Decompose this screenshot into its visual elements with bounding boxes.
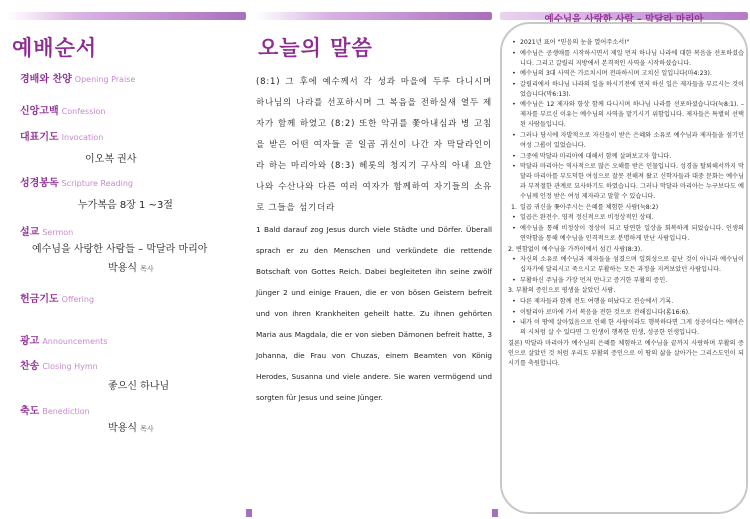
- sermon-outline-title: 예수님을 사랑한 사람 – 막달라 마리아: [544, 14, 704, 25]
- section-label: 설교: [20, 227, 40, 238]
- sermon-outline-panel: [500, 22, 748, 514]
- outline-marker: •: [512, 163, 516, 171]
- outline-marker: •: [512, 276, 516, 284]
- section-label: 헌금기도: [20, 294, 59, 305]
- outline-text: 자신의 소유로 예수님과 제자들을 섬겼으며 일회성으로 끝난 것이 아니라 예수님이 십자가에 달리시고 죽으시고 부활하는 모든 과정을 지켜보았던 사람입니다.: [520, 256, 744, 274]
- sermon-title: 예수님을 사랑한 사람들 – 막달라 마리아: [32, 244, 208, 255]
- outline-marker: •: [512, 131, 516, 139]
- header-bar-left: [8, 12, 246, 20]
- section-opening-praise: [20, 70, 135, 85]
- outline-text: 3. 부활의 증인으로 평생을 살았던 사람.: [508, 287, 616, 295]
- outline-text: 예수님은 공생애를 시작하시면서 제일 먼저 하나님 나라에 대한 복음을 선포하셨습니다. 그리고 갈릴리 지방에서 본격적인 사역을 시작하셨습니다.: [520, 49, 744, 67]
- section-benediction: [20, 402, 154, 434]
- outline-item: [508, 339, 744, 369]
- page-marker: [492, 509, 498, 517]
- outline-marker: •: [512, 256, 516, 264]
- section-label-en: Invocation: [61, 133, 104, 142]
- worship-order-column: [10, 22, 246, 76]
- section-announcements: [20, 332, 107, 347]
- outline-text: 막달라 마리아는 역사적으로 많은 오해를 받은 인물입니다. 성경을 탈퇴해서까지 막달라 마리아를 부도덕한 여성으로 잘못 전해져 왔고 신학자들과 대중 문화는 예수님과 부적절한 관계로 묘사하기도 하였습니다. 그러나 막달라 마리아는 누구보다도 예수님께 인정 받은 여성 제자라고 말할 수 있습니다.: [520, 163, 744, 201]
- outline-item: [508, 38, 744, 48]
- outline-marker: •: [512, 70, 516, 78]
- section-label: 찬송: [20, 361, 40, 372]
- outline-item: [508, 49, 744, 69]
- outline-item: [508, 255, 744, 275]
- outline-marker: •: [512, 49, 516, 57]
- outline-marker: •: [512, 39, 516, 46]
- outline-text: 일곱은 완전수. 영적 정신적으로 비정상적인 상태.: [520, 214, 654, 222]
- section-invocation: [20, 128, 137, 165]
- section-label-en: Closing Hymn: [42, 362, 98, 371]
- outline-item: [508, 80, 744, 100]
- section-closing-hymn: [20, 357, 170, 392]
- section-label: 경배와 찬양: [20, 74, 72, 85]
- section-label-en: Scripture Reading: [61, 179, 133, 188]
- outline-marker: •: [512, 152, 516, 160]
- outline-text: 그중에 막달라 마리아에 대해서 함께 살펴보고자 합니다.: [520, 152, 672, 160]
- outline-text: 부활하신 주님을 가장 먼저 만나고 증거한 부활의 증인.: [520, 276, 668, 284]
- outline-item: [508, 286, 744, 296]
- outline-text: 갈릴리에서 하나님 나라의 일을 하시기전에 먼저 하신 일은 제자들을 부르시는 것이었습니다(막6:13).: [520, 80, 744, 98]
- scripture-korean: (8:1) 그 후에 예수께서 각 성과 마을에 두루 다니시며 하나님의 나라를 선포하시며 그 복음을 전하실새 열두 제자가 함께 하였고 (8:2) 또한 악귀를 쫓아내심과 병 고침을 받은 어떤 여자들 곧 일곱 귀신이 나간 자 막달라인이라 하는 마리아와 (8:3) 헤롯의 청지기 구사의 아내 요안나와 수산나와 다른 여러 여자가 함께하여 자기들의 소유로 그들을 섬기더라: [256, 77, 492, 213]
- sermon-outline-list: [508, 38, 744, 369]
- section-label-en: Announcements: [42, 337, 108, 346]
- section-sermon: [20, 223, 208, 274]
- outline-item: [508, 318, 744, 338]
- outline-text: 그러나 당시에 자발적으로 자신들이 받은 은혜와 소유로 예수님과 제자들을 섬기던 여성 그룹이 있었습니다.: [520, 131, 744, 149]
- outline-item: [508, 152, 744, 162]
- scripture-column: [256, 22, 492, 408]
- outline-item: [508, 213, 744, 223]
- header-bar-middle: [256, 12, 492, 20]
- section-label: 성경봉독: [20, 178, 59, 189]
- outline-marker: •: [512, 319, 516, 327]
- outline-marker: 1.: [511, 203, 517, 211]
- section-label-en: Opening Praise: [74, 75, 136, 84]
- outline-text: 다른 제자들과 함께 전도 여행을 떠났다고 전승에서 기록.: [520, 297, 674, 305]
- outline-marker: •: [512, 297, 516, 305]
- outline-marker: •: [512, 101, 516, 109]
- outline-item: [508, 100, 744, 130]
- section-label: 신앙고백: [20, 106, 59, 117]
- section-label: 광고: [20, 336, 40, 347]
- outline-text: 예수님을 통해 비정상이 정상이 되고 당연한 일상을 회복하게 되었습니다. 인생의 연약함을 통해 예수님을 인격적으로 분명하게 만난 사람입니다.: [520, 224, 744, 242]
- outline-text: 내가 이 땅에 살아있음으로 인해 한 사람이라도 행복하다면 그게 성공이다는 에머슨의 시처럼 살 수 있다면 그 인생이 행복한 인생, 성공한 인생입니다.: [520, 319, 744, 337]
- outline-item: [508, 245, 744, 255]
- scripture-german: 1 Bald darauf zog Jesus durch viele Städte und Dörfer. Überall sprach er zu den Menschen und verkündete die rettende Botschaft von Gottes Reich. Dabei begleiteten ihn seine zwölf Jünger 2 und einige Frauen, die er von bösen Geistern befreit und von ihren Krankheiten geheilt hatte. Zu ihnen gehörten Maria aus Magdala, die er von sieben Dämonen befreit hatte, 3 Johanna, die Frau von Chuzas, einem Beamten von König Herodes, Susanna und viele andere. Sie waren vermögend und sorgten für Jesus und seine Jünger.: [256, 225, 492, 402]
- outline-text: 2021년 표어 "믿음의 눈을 열어주소서!": [520, 39, 630, 46]
- section-confession: [20, 102, 105, 117]
- page-marker: [246, 509, 252, 517]
- outline-text: 이탈리아 로마에 가서 복음을 전한 것으로 전해집니다(롬16:6).: [520, 308, 690, 316]
- outline-marker: •: [512, 224, 516, 232]
- sermon-preacher: 박용식 목사: [108, 263, 154, 274]
- scripture-title: 오늘의 말씀: [258, 36, 373, 60]
- outline-marker: •: [512, 308, 516, 316]
- outline-text: 결론) 막달라 마리아가 예수님의 은혜를 체험하고 예수님을 끝까지 사랑하며 부활의 증인으로 살았던 것 처럼 우리도 부활의 증인으로 이 땅의 삶을 살아가는 그리스도인이 되시기를 축원합니다.: [508, 339, 744, 367]
- outline-item: [508, 131, 744, 151]
- outline-marker: •: [512, 80, 516, 88]
- section-offering: [20, 290, 94, 305]
- outline-text: 예수님은 12 제자와 항상 함께 다니시며 하나님 나라를 선포하셨습니다(눅8:1). – 제자를 부르신 이유는 예수님의 사역을 맡기시기 위함입니다. 제자들은 특별히 선택된 사람들입니다.: [520, 101, 744, 129]
- worship-order-title: 예배순서: [12, 36, 98, 60]
- hymn-title: 좋으신 하나님: [108, 381, 170, 392]
- section-scripture-reading: [20, 174, 173, 211]
- outline-item: [508, 224, 744, 244]
- outline-item: [508, 308, 744, 318]
- section-label: 대표기도: [20, 132, 59, 143]
- section-label: 축도: [20, 406, 40, 417]
- section-label-en: Sermon: [42, 228, 74, 237]
- section-label-en: Benediction: [42, 407, 90, 416]
- outline-text: 일곱 귀신을 쫓아주시는 은혜를 체험한 사람(눅8:2): [520, 203, 659, 211]
- section-label-en: Confession: [61, 107, 106, 116]
- invocation-leader: 이오복 권사: [85, 154, 137, 165]
- benediction-leader: 박용식 목사: [108, 423, 154, 434]
- section-label-en: Offering: [61, 295, 95, 304]
- outline-text: 예수님의 3대 사역은 가르치시며 전파하시며 고치신 일입니다(마4:23).: [520, 70, 712, 78]
- outline-marker: •: [512, 214, 516, 222]
- outline-item: [508, 203, 744, 213]
- outline-text: 2. 변함없이 예수님을 가까이에서 섬긴 사람(8:3).: [508, 245, 643, 253]
- scripture-reference: 누가복음 8장 1 ~3절: [78, 200, 173, 211]
- outline-item: [508, 297, 744, 307]
- outline-item: [508, 69, 744, 79]
- outline-item: [508, 276, 744, 286]
- outline-item: [508, 162, 744, 202]
